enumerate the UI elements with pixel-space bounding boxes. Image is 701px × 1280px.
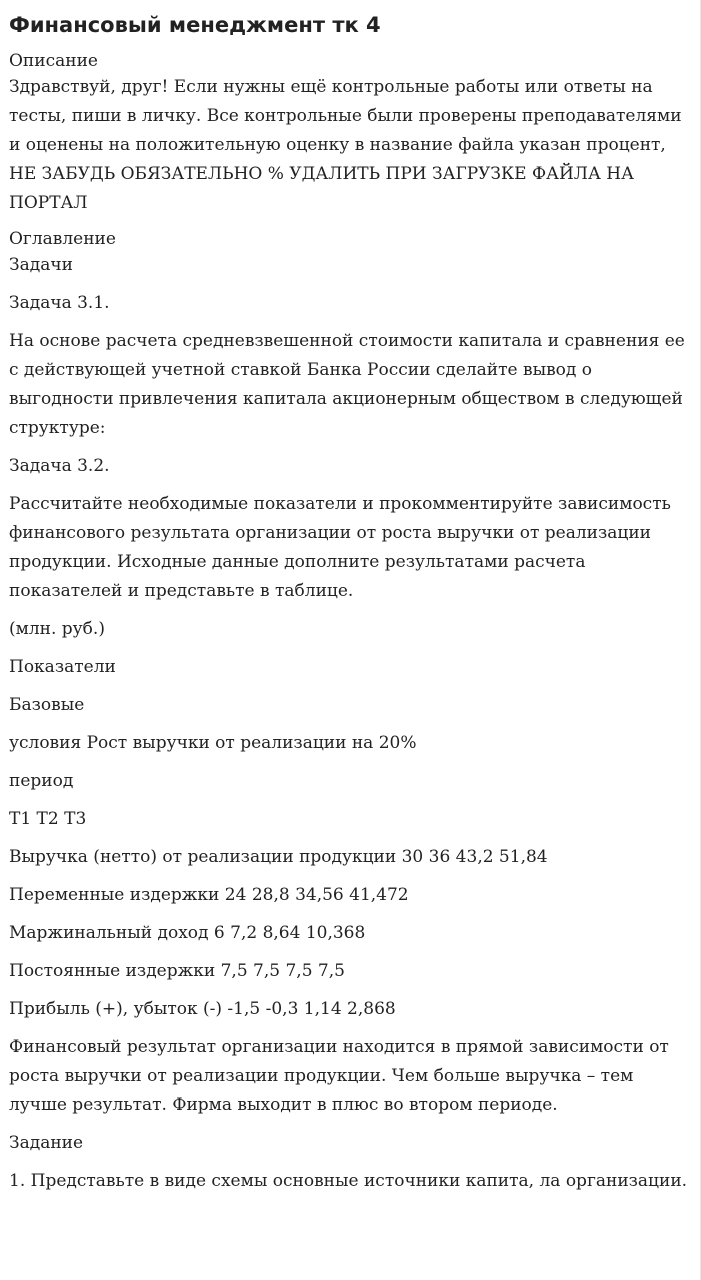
task-3-1-heading: Задача 3.1. bbox=[9, 293, 110, 313]
table-line: Маржинальный доход 6 7,2 8,64 10,368 bbox=[9, 923, 366, 943]
task-3-2-heading: Задача 3.2. bbox=[9, 456, 110, 476]
description-label: Описание bbox=[9, 51, 98, 71]
table-line: Выручка (нетто) от реализации продукции 30 36 43,2 51,84 bbox=[9, 847, 548, 867]
table-line: Т1 Т2 Т3 bbox=[9, 809, 87, 829]
table-line: Прибыль (+), убыток (-) -1,5 -0,3 1,14 2,868 bbox=[9, 999, 396, 1019]
tasks-label: Задачи bbox=[9, 255, 73, 275]
table-line: Постоянные издержки 7,5 7,5 7,5 7,5 bbox=[9, 961, 345, 981]
document-title: Финансовый менеджмент тк 4 bbox=[9, 13, 381, 37]
table-line: Переменные издержки 24 28,8 34,56 41,472 bbox=[9, 885, 409, 905]
table-line: Базовые bbox=[9, 695, 85, 715]
description-text: Здравствуй, друг! Если нужны ещё контрольные работы или ответы на тесты, пиши в личку. Все контрольные были проверены преподавателями и оценены на положительную оценку в название файла указан процент, НЕ ЗАБУДЬ ОБЯЗАТЕЛЬНО % УДАЛИТЬ ПРИ ЗАГРУЗКЕ ФАЙЛА НА ПОРТАЛ bbox=[9, 77, 682, 213]
toc-label: Оглавление bbox=[9, 229, 116, 249]
assignment-label: Задание bbox=[9, 1133, 84, 1153]
task-3-1-text: На основе расчета средневзвешенной стоимости капитала и сравнения ее с действующей учетной ставкой Банка России сделайте вывод о выгодности привлечения капитала акционерным обществом в следующей структуре: bbox=[9, 331, 685, 438]
task-3-2-text: Рассчитайте необходимые показатели и прокомментируйте зависимость финансового результата организации от роста выручки от реализации продукции. Исходные данные дополните результатами расчета показателей и представьте в таблице. bbox=[9, 494, 671, 601]
units-note: (млн. руб.) bbox=[9, 619, 105, 639]
conclusion-text: Финансовый результат организации находится в прямой зависимости от роста выручки от реализации продукции. Чем больше выручка – тем лучше результат. Фирма выходит в плюс во втором периоде. bbox=[9, 1037, 669, 1115]
assignment-item-1: 1. Представьте в виде схемы основные источники капита, ла организации. bbox=[9, 1171, 688, 1191]
table-line: период bbox=[9, 771, 74, 791]
table-line: условия Рост выручки от реализации на 20% bbox=[9, 733, 417, 753]
table-line: Показатели bbox=[9, 657, 116, 677]
